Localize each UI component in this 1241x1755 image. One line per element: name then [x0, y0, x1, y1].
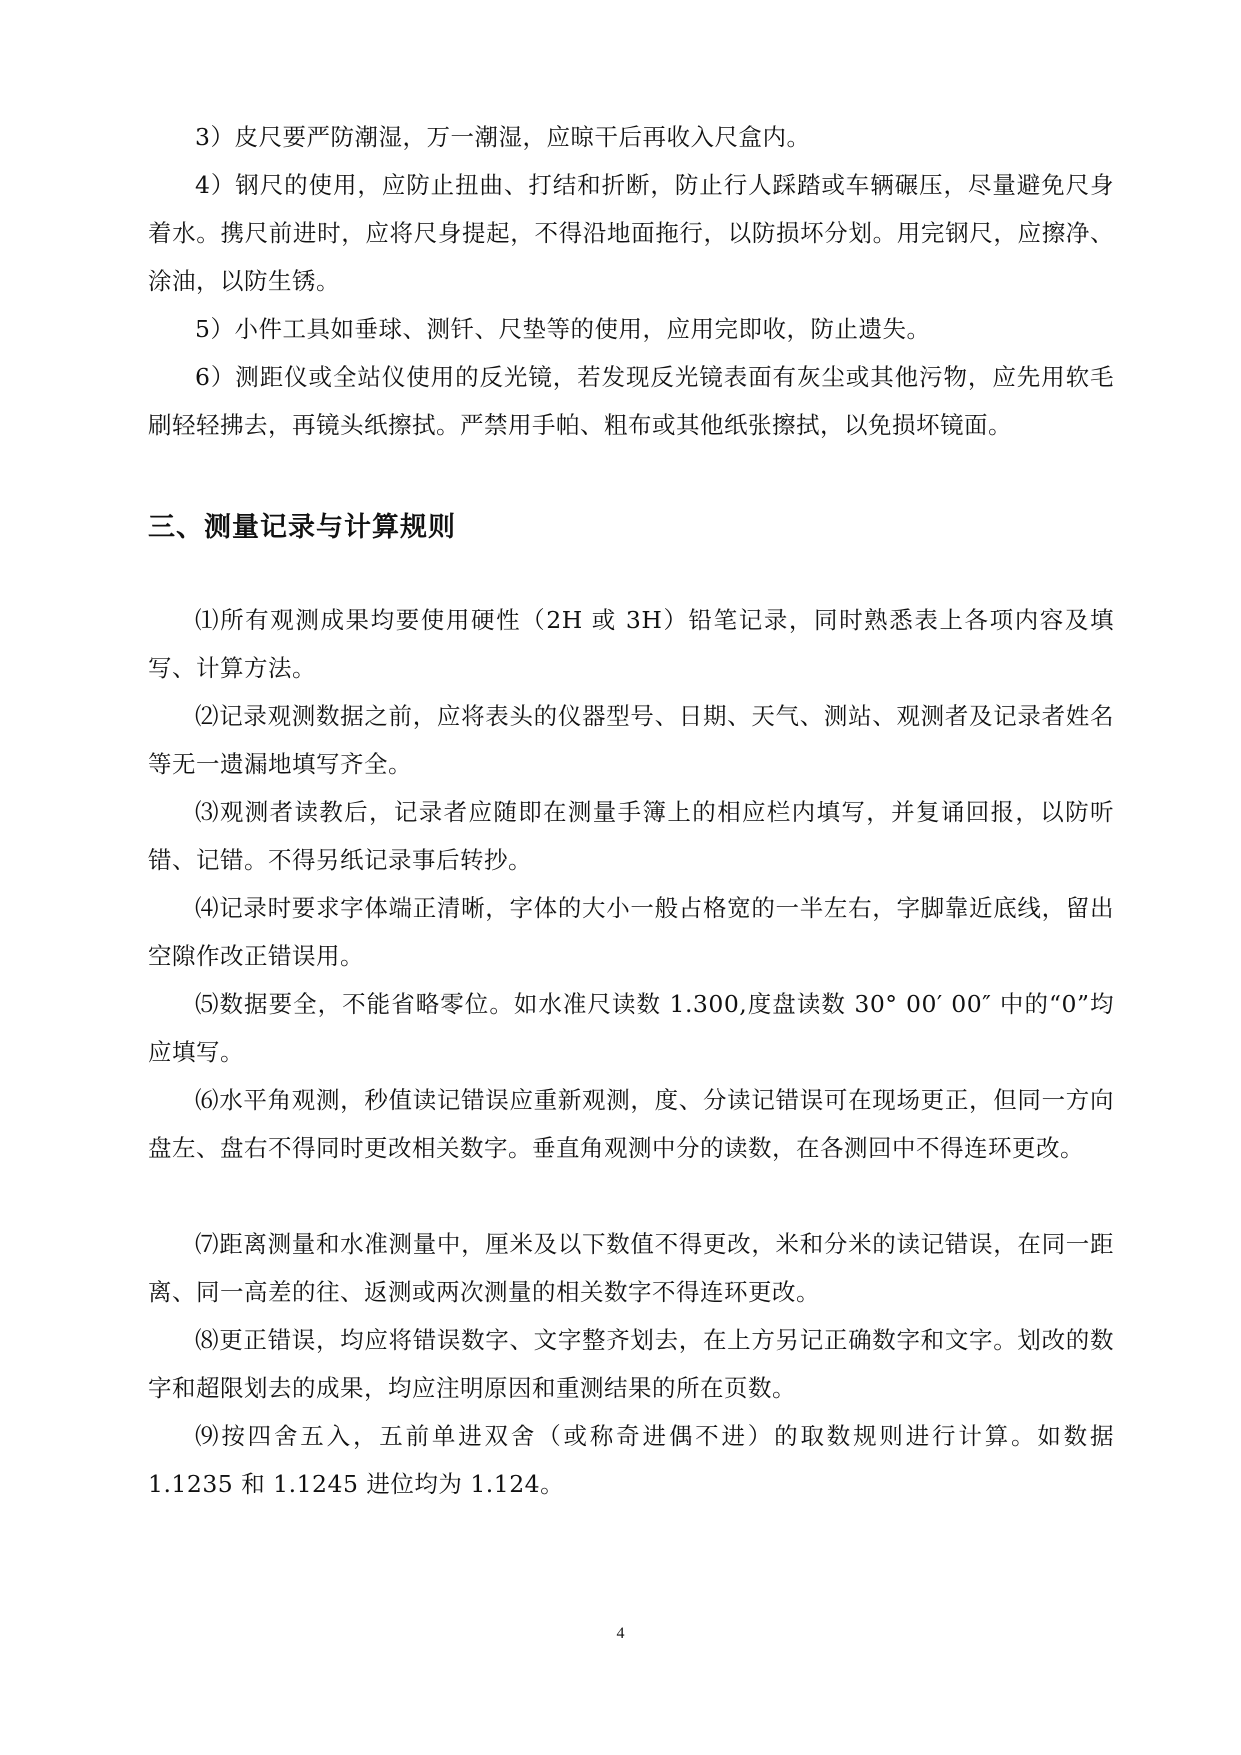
rule-item-6: ⑹水平角观测，秒值读记错误应重新观测，度、分读记错误可在现场更正，但同一方向盘左、盘右不得同时更改相关数字。垂直角观测中分的读数，在各测回中不得连环更改。	[148, 1086, 1114, 1162]
rule-item-2: ⑵记录观测数据之前，应将表头的仪器型号、日期、天气、测站、观测者及记录者姓名等无一遗漏地填写齐全。	[148, 702, 1114, 778]
page-number: 4	[616, 1625, 625, 1642]
rule-item-4: ⑷记录时要求字体端正清晰，字体的大小一般占格宽的一半左右，字脚靠近底线，留出空隙作改正错误用。	[148, 894, 1114, 970]
rule-item-7: ⑺距离测量和水准测量中，厘米及以下数值不得更改，米和分米的读记错误，在同一距离、同一高差的往、返测或两次测量的相关数字不得连环更改。	[148, 1230, 1114, 1306]
rule-item-9: ⑼按四舍五入，五前单进双舍（或称奇进偶不进）的取数规则进行计算。如数据 1.1235 和 1.1245 进位均为 1.124。	[148, 1422, 1114, 1498]
rule-item-1: ⑴所有观测成果均要使用硬性（2H 或 3H）铅笔记录，同时熟悉表上各项内容及填写、计算方法。	[148, 606, 1114, 682]
paragraph-item-5: 5）小件工具如垂球、测钎、尺垫等的使用，应用完即收，防止遗失。	[195, 315, 931, 343]
rule-item-3: ⑶观测者读教后，记录者应随即在测量手簿上的相应栏内填写，并复诵回报，以防听错、记错。不得另纸记录事后转抄。	[148, 798, 1114, 874]
paragraph-item-6: 6）测距仪或全站仪使用的反光镜，若发现反光镜表面有灰尘或其他污物，应先用软毛刷轻轻拂去，再镜头纸擦拭。严禁用手帕、粗布或其他纸张擦拭，以免损坏镜面。	[148, 363, 1114, 439]
paragraph-item-3: 3）皮尺要严防潮湿，万一潮湿，应晾干后再收入尺盒内。	[195, 123, 811, 151]
rule-item-8: ⑻更正错误，均应将错误数字、文字整齐划去，在上方另记正确数字和文字。划改的数字和超限划去的成果，均应注明原因和重测结果的所在页数。	[148, 1326, 1114, 1402]
section-heading: 三、测量记录与计算规则	[148, 512, 456, 543]
paragraph-item-4: 4）钢尺的使用，应防止扭曲、打结和折断，防止行人踩踏或车辆碾压，尽量避免尺身着水。携尺前进时，应将尺身提起，不得沿地面拖行，以防损坏分划。用完钢尺，应擦净、涂油，以防生锈。	[148, 171, 1114, 295]
rule-item-5: ⑸数据要全，不能省略零位。如水准尺读数 1.300,度盘读数 30° 00′ 00″ 中的“0”均应填写。	[148, 990, 1114, 1066]
